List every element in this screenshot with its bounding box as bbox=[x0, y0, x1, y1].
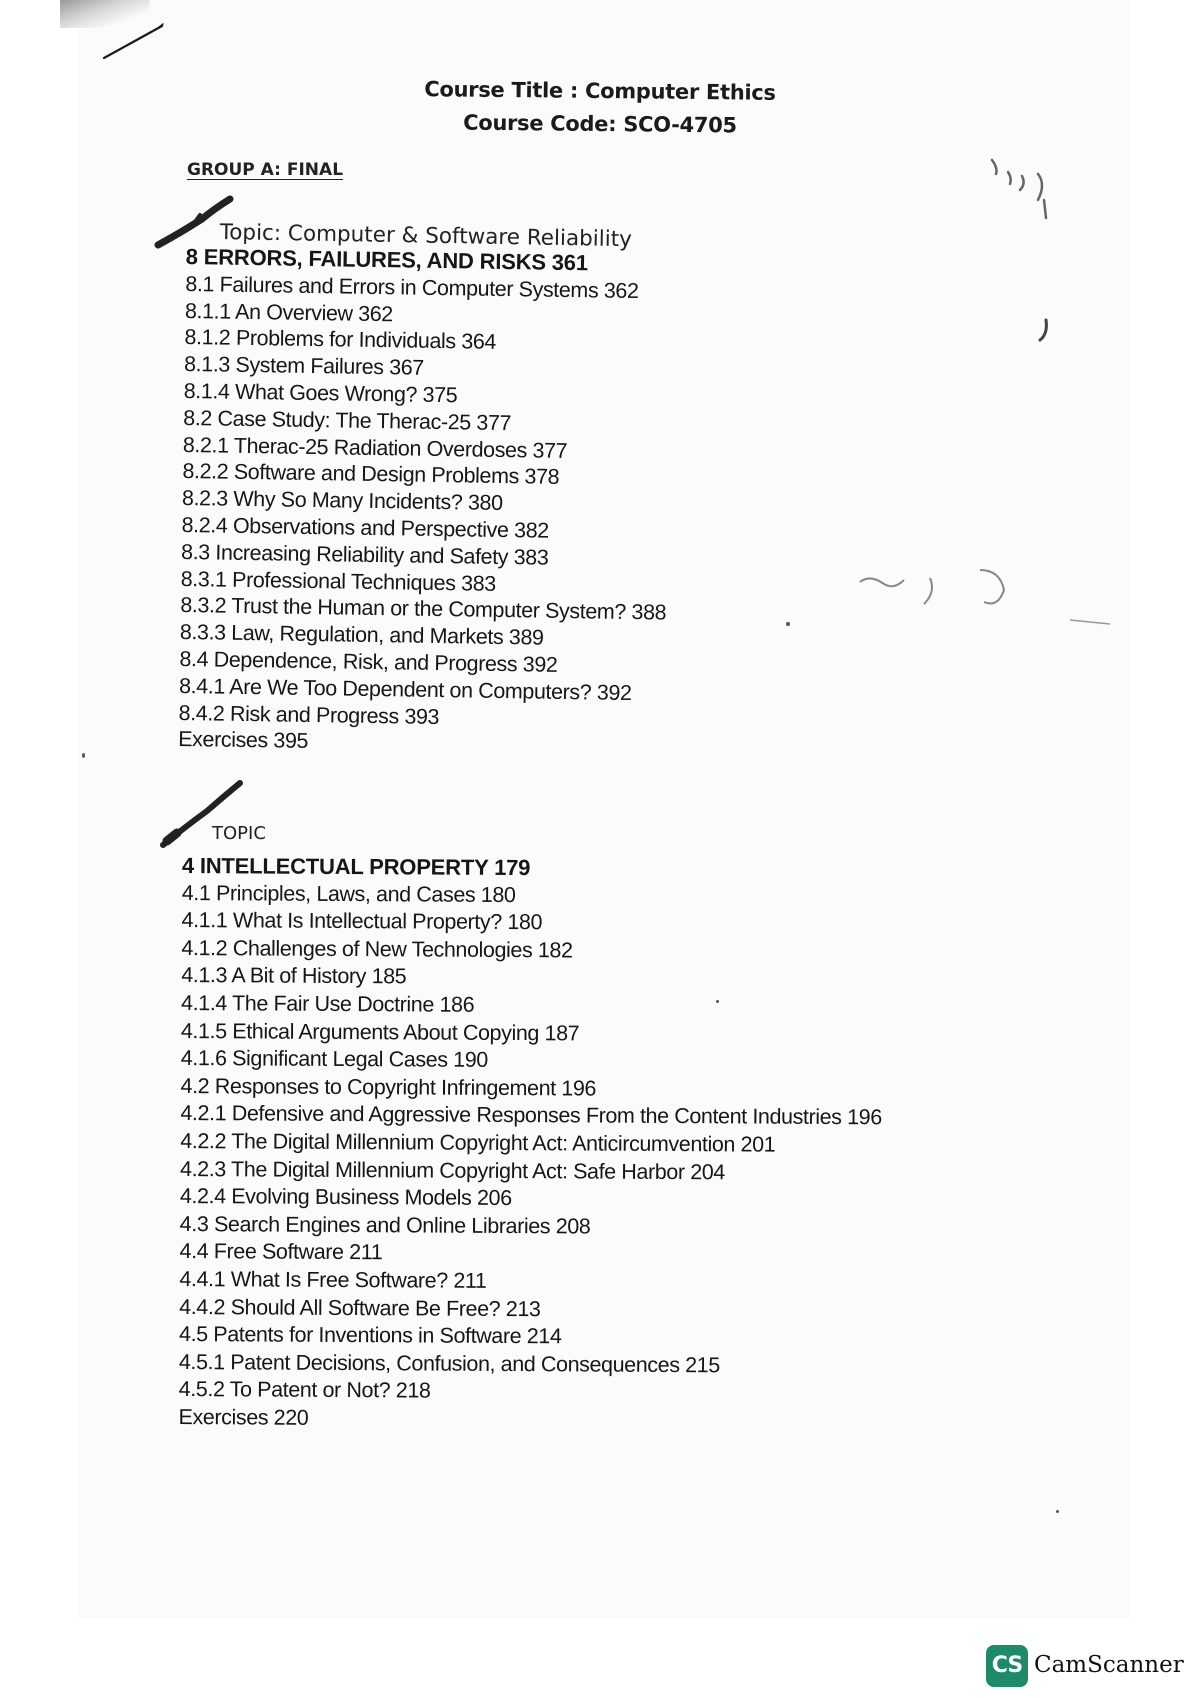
toc-entry: 4.2.2 The Digital Millennium Copyright Act: Anticircumvention 201 bbox=[180, 1128, 776, 1157]
course-title: Course Title : Computer Ethics bbox=[424, 77, 776, 105]
toc-entry: 8.2.4 Observations and Perspective 382 bbox=[181, 512, 549, 543]
scan-speck bbox=[1056, 1510, 1059, 1513]
toc-entry: 8.1.2 Problems for Individuals 364 bbox=[184, 325, 497, 355]
toc-entry: 4.3 Search Engines and Online Libraries 208 bbox=[179, 1211, 591, 1239]
toc-entry: 4.2.3 The Digital Millennium Copyright Act: Safe Harbor 204 bbox=[179, 1156, 725, 1184]
topic-label-reliability: Topic: Computer & Software Reliability bbox=[219, 220, 633, 253]
toc-entry: 8.1.1 An Overview 362 bbox=[184, 298, 394, 326]
toc-list-reliability bbox=[178, 244, 672, 761]
toc-entry: Exercises 220 bbox=[178, 1404, 309, 1430]
toc-entry: 8.4.2 Risk and Progress 393 bbox=[178, 700, 440, 729]
toc-entry: 4.1.2 Challenges of New Technologies 182 bbox=[181, 935, 573, 963]
topic-label-ip: TOPIC bbox=[212, 823, 266, 844]
toc-chapter-heading: 4 INTELLECTUAL PROPERTY 179 bbox=[181, 853, 531, 881]
toc-entry: 4.2 Responses to Copyright Infringement 196 bbox=[180, 1073, 597, 1101]
toc-entry: 4.4.1 What Is Free Software? 211 bbox=[179, 1266, 487, 1293]
toc-entry: 4.1.3 A Bit of History 185 bbox=[181, 963, 407, 989]
toc-entry: 4.4.2 Should All Software Be Free? 213 bbox=[179, 1294, 541, 1321]
toc-entry: 8.1.4 What Goes Wrong? 375 bbox=[183, 378, 458, 408]
toc-entry: 8.3.1 Professional Techniques 383 bbox=[180, 566, 497, 596]
scan-speck bbox=[786, 622, 790, 626]
toc-entry: Exercises 395 bbox=[178, 727, 309, 754]
toc-entry: 4.2.4 Evolving Business Models 206 bbox=[179, 1184, 512, 1211]
toc-entry: 8.4 Dependence, Risk, and Progress 392 bbox=[179, 646, 558, 677]
toc-entry: 8.3.2 Trust the Human or the Computer System? 388 bbox=[180, 593, 667, 625]
bleed-through-marks bbox=[840, 560, 1130, 640]
toc-chapter-heading: 8 ERRORS, FAILURES, AND RISKS 361 bbox=[185, 244, 589, 276]
toc-entry: 8.4.1 Are We Too Dependent on Computers? 392 bbox=[178, 673, 632, 705]
toc-entry: 4.1.6 Significant Legal Cases 190 bbox=[180, 1046, 488, 1073]
toc-entry: 4.2.1 Defensive and Aggressive Responses From the Content Industries 196 bbox=[180, 1101, 882, 1130]
toc-entry: 4.5 Patents for Inventions in Software 214 bbox=[178, 1322, 562, 1349]
toc-entry: 4.1.1 What Is Intellectual Property? 180 bbox=[181, 908, 543, 935]
toc-entry: 8.3.3 Law, Regulation, and Markets 389 bbox=[179, 620, 544, 650]
scan-speck bbox=[82, 753, 85, 758]
toc-entry: 8.2.2 Software and Design Problems 378 bbox=[182, 459, 560, 490]
pen-stroke-top bbox=[100, 20, 170, 65]
toc-entry: 4.4 Free Software 211 bbox=[179, 1239, 383, 1265]
course-code: Course Code: SCO-4705 bbox=[463, 110, 737, 138]
toc-entry: 4.5.2 To Patent or Not? 218 bbox=[178, 1377, 431, 1403]
toc-entry: 4.1 Principles, Laws, and Cases 180 bbox=[181, 880, 516, 907]
toc-entry: 4.1.5 Ethical Arguments About Copying 187 bbox=[180, 1018, 580, 1045]
toc-entry: 8.3 Increasing Reliability and Safety 383 bbox=[180, 539, 549, 570]
toc-entry: 8.1.3 System Failures 367 bbox=[183, 352, 425, 380]
camscanner-brand: CamScanner bbox=[1034, 1652, 1184, 1678]
toc-entry: 4.1.4 The Fair Use Doctrine 186 bbox=[181, 990, 475, 1017]
toc-entry: 8.2.3 Why So Many Incidents? 380 bbox=[181, 486, 503, 516]
toc-list-intellectual-property bbox=[178, 852, 883, 1436]
camscanner-logo-icon: CS bbox=[986, 1645, 1028, 1687]
bleed-through-marks bbox=[980, 130, 1090, 360]
scan-speck bbox=[716, 1000, 719, 1003]
toc-entry: 8.2.1 Therac-25 Radiation Overdoses 377 bbox=[182, 432, 568, 463]
toc-entry: 4.5.1 Patent Decisions, Confusion, and Consequences 215 bbox=[178, 1349, 720, 1377]
toc-entry: 8.2 Case Study: The Therac-25 377 bbox=[183, 405, 512, 435]
toc-entry: 8.1 Failures and Errors in Computer Systems 362 bbox=[185, 271, 639, 303]
group-title: GROUP A: FINAL bbox=[187, 160, 344, 180]
